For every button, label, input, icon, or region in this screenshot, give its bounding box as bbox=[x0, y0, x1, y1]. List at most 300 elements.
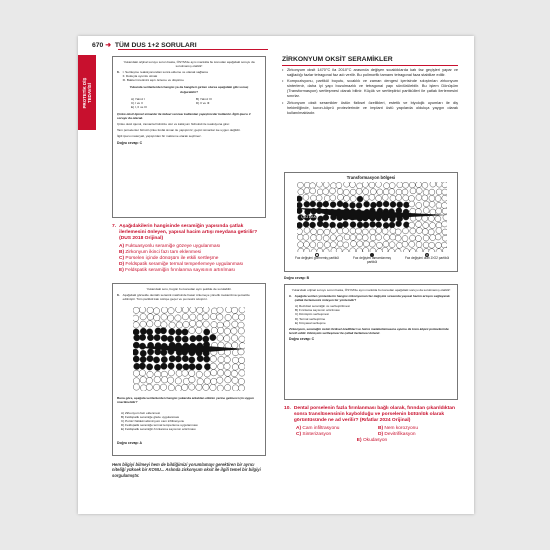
untransformed-particle bbox=[311, 195, 317, 201]
untransformed-particle bbox=[224, 328, 230, 334]
transformed-particle bbox=[161, 363, 167, 369]
untransformed-particle bbox=[350, 248, 356, 252]
untransformed-particle bbox=[139, 307, 145, 313]
untransformed-particle bbox=[350, 235, 356, 241]
untransformed-particle bbox=[389, 242, 395, 248]
untransformed-particle bbox=[155, 320, 161, 326]
answer-label: Doğru cevap: A bbox=[117, 441, 142, 445]
untransformed-particle bbox=[435, 234, 441, 240]
untransformed-particle bbox=[344, 234, 350, 240]
untransformed-particle bbox=[423, 235, 429, 241]
untransformed-particle bbox=[231, 307, 237, 313]
untransformed-particle bbox=[224, 363, 230, 369]
untransformed-particle bbox=[395, 229, 401, 235]
choice-c: C) Dönüşüm sertleşmesi bbox=[295, 312, 329, 317]
untransformed-particle bbox=[189, 327, 195, 333]
untransformed-particle bbox=[238, 385, 244, 391]
untransformed-particle bbox=[232, 385, 238, 391]
untransformed-particle bbox=[429, 201, 435, 207]
transformed-particle bbox=[161, 356, 167, 362]
untransformed-particle bbox=[239, 314, 245, 320]
transformed-particle bbox=[356, 202, 362, 208]
untransformed-particle bbox=[423, 249, 429, 253]
figure-box bbox=[284, 172, 458, 272]
untransformed-particle bbox=[430, 182, 436, 187]
legend-item: Faz değişimi olan ZrO2 partikül bbox=[403, 253, 451, 265]
untransformed-particle bbox=[357, 241, 363, 247]
option-a: A) Fuktuasyonlu seramiğe gözeye uygulanması bbox=[119, 244, 221, 249]
untransformed-particle bbox=[217, 335, 223, 341]
bullet-item: • Kompozisyonu, partikül boyutu, sıcaklık ve zaman dengesi içerisinde sıkıştırılan zirkonyum sinterlenir, daha iyi yapı bozulmazlık ve tetragonal yapı sürdürülebilir. Bu işlem Dönüşüm (Transformasyon) sertleşmesi olarak bilinir. Küçük ve sertleştirici partikülleri ile çatlak ilerlemesini sınırlar. bbox=[282, 78, 458, 98]
transformed-particle bbox=[133, 329, 139, 335]
untransformed-particle bbox=[350, 182, 356, 188]
untransformed-particle bbox=[416, 228, 422, 234]
untransformed-particle bbox=[197, 378, 203, 384]
untransformed-particle bbox=[362, 182, 368, 187]
untransformed-particle bbox=[196, 371, 202, 377]
answer-label: Doğru cevap: C bbox=[289, 336, 315, 341]
page-header bbox=[92, 41, 197, 49]
transformed-particle bbox=[189, 364, 195, 370]
untransformed-particle bbox=[140, 377, 146, 383]
untransformed-particle bbox=[337, 236, 343, 242]
untransformed-particle bbox=[337, 241, 343, 247]
transformed-particle bbox=[364, 201, 370, 207]
transformed-particle bbox=[390, 202, 396, 208]
untransformed-particle bbox=[416, 188, 422, 194]
untransformed-particle bbox=[363, 195, 369, 201]
untransformed-particle bbox=[442, 195, 447, 201]
untransformed-particle bbox=[298, 248, 304, 252]
untransformed-particle bbox=[211, 327, 217, 333]
untransformed-particle bbox=[382, 194, 388, 200]
side-tab-line1: PROTETİK DİŞ bbox=[82, 77, 87, 108]
untransformed-particle bbox=[363, 189, 369, 195]
choice-a: A) Rezidüel seramiğin ısı sertleştirilmesi bbox=[295, 304, 350, 309]
transformed-particle bbox=[403, 222, 409, 228]
legend-item: Faz değişimi görmemiş partikül bbox=[293, 253, 341, 265]
untransformed-particle bbox=[403, 182, 409, 188]
untransformed-particle bbox=[430, 235, 436, 241]
untransformed-particle bbox=[370, 189, 376, 195]
untransformed-particle bbox=[343, 242, 349, 248]
untransformed-particle bbox=[146, 377, 152, 383]
transformed-particle bbox=[357, 222, 363, 228]
transformed-particle bbox=[146, 329, 152, 335]
untransformed-particle bbox=[225, 370, 231, 376]
untransformed-particle bbox=[362, 235, 368, 241]
box-intro: Yukarıdaki orijinal soruyu sorun basta, ÖSYM'de aynı mantıkla bu konudan aşağıdaki soruyu da sorulmamış olabilir! bbox=[123, 60, 255, 69]
untransformed-particle bbox=[190, 307, 196, 313]
untransformed-particle bbox=[146, 384, 152, 390]
untransformed-particle bbox=[232, 357, 238, 363]
transformed-particle bbox=[323, 201, 329, 207]
untransformed-particle bbox=[436, 189, 442, 195]
untransformed-particle bbox=[423, 242, 429, 248]
untransformed-particle bbox=[167, 315, 173, 321]
untransformed-particle bbox=[133, 370, 139, 376]
untransformed-particle bbox=[133, 378, 139, 384]
transformed-particle bbox=[153, 357, 159, 363]
transformed-particle bbox=[139, 334, 145, 340]
transformed-particle bbox=[204, 329, 210, 335]
transformed-particle bbox=[317, 221, 323, 227]
untransformed-particle bbox=[133, 322, 139, 328]
untransformed-particle bbox=[204, 378, 210, 384]
untransformed-particle bbox=[357, 183, 363, 189]
untransformed-particle bbox=[224, 357, 230, 363]
transformed-particle bbox=[310, 201, 316, 207]
untransformed-particle bbox=[239, 370, 245, 376]
untransformed-particle bbox=[351, 241, 357, 247]
untransformed-particle bbox=[343, 249, 349, 252]
untransformed-particle bbox=[160, 384, 166, 390]
untransformed-particle bbox=[436, 228, 442, 234]
transformed-particle bbox=[204, 364, 210, 370]
option-c: C) Sinterizasyon bbox=[296, 431, 332, 437]
untransformed-particle bbox=[297, 234, 303, 240]
untransformed-particle bbox=[428, 216, 434, 222]
untransformed-particle bbox=[428, 229, 434, 235]
untransformed-particle bbox=[154, 376, 160, 382]
untransformed-particle bbox=[343, 228, 349, 234]
transformed-particle bbox=[370, 202, 376, 208]
untransformed-particle bbox=[362, 229, 368, 235]
untransformed-particle bbox=[397, 242, 403, 248]
untransformed-particle bbox=[395, 249, 401, 252]
untransformed-particle bbox=[210, 363, 216, 369]
section-divider bbox=[282, 65, 458, 66]
untransformed-particle bbox=[176, 322, 182, 328]
untransformed-particle bbox=[330, 242, 336, 248]
untransformed-particle bbox=[297, 182, 303, 188]
transformed-particle bbox=[297, 202, 302, 208]
untransformed-particle bbox=[422, 182, 428, 188]
box-intro: Yukarıdaki orijinal soruyu sorun basta, ÖSYM'de aynı mantıkla bu konudan aşağıdaki soruyu da sorulmamış olabilir! bbox=[291, 288, 451, 292]
note-paragraph-3: Tam porselenler birincil çinko fosfat siman ile yapıştırılır; geçici simanlar ise uygun değildir. bbox=[117, 128, 241, 133]
untransformed-particle bbox=[430, 223, 436, 229]
untransformed-particle bbox=[197, 307, 203, 313]
box-note: Zirkonyum, seramiğin üstün fiziksel özellikleri ve hücre metabolizmasına uyumu ile kron-köprü protezlerinde tercih edilir. Dönüşüm sertleşmesi ile çatlak ilerlemesi önlenir. bbox=[289, 326, 449, 335]
untransformed-particle bbox=[416, 202, 422, 208]
transformed-particle bbox=[140, 328, 146, 334]
untransformed-particle bbox=[363, 248, 369, 253]
untransformed-particle bbox=[140, 314, 146, 320]
left-top-box bbox=[112, 56, 266, 218]
untransformed-particle bbox=[396, 189, 402, 195]
untransformed-particle bbox=[383, 241, 389, 247]
untransformed-particle bbox=[231, 328, 237, 334]
untransformed-particle bbox=[423, 222, 429, 228]
statement-number: 8. bbox=[117, 293, 120, 298]
untransformed-particle bbox=[403, 195, 409, 201]
bullet-item: • Zirkonyum oksit 1470°C ila 2010°C arasında değişen sıcaklıklarda katı faz geçişleri yapar ve sağladığı fazlar tetragonal faz adı verilir. Bu polimorfik tamamı tetragonal faza stabilize edilir. bbox=[282, 67, 458, 77]
transformed-particle bbox=[147, 349, 153, 355]
question-number: 9. bbox=[289, 294, 292, 299]
transformed-particle bbox=[154, 334, 160, 340]
untransformed-particle bbox=[189, 376, 195, 382]
untransformed-particle bbox=[147, 371, 153, 377]
untransformed-particle bbox=[211, 322, 217, 328]
figure-legend bbox=[293, 253, 451, 265]
untransformed-particle bbox=[383, 189, 389, 195]
untransformed-particle bbox=[153, 384, 159, 390]
untransformed-particle bbox=[311, 235, 317, 241]
question-10 bbox=[284, 406, 460, 444]
statement-number: 8. bbox=[117, 70, 120, 75]
transformed-particle bbox=[337, 222, 343, 228]
untransformed-particle bbox=[442, 203, 448, 209]
untransformed-particle bbox=[218, 327, 224, 333]
untransformed-particle bbox=[139, 370, 145, 376]
untransformed-particle bbox=[196, 327, 202, 333]
untransformed-particle bbox=[232, 314, 238, 320]
untransformed-particle bbox=[409, 201, 415, 207]
transformed-particle bbox=[168, 363, 174, 369]
untransformed-particle bbox=[218, 356, 224, 362]
transformed-particle bbox=[304, 201, 310, 207]
choice-b: B) Feldspatik seramiğe glaze uygulanması bbox=[121, 415, 180, 420]
untransformed-particle bbox=[153, 308, 159, 314]
box-question: Yukarıda verilenlerden hangisi ya da hangileri gırılan olursa aşağıdaki gibi sonuç doğurabilir? bbox=[129, 85, 249, 94]
choice-list bbox=[121, 411, 267, 431]
options-grid bbox=[284, 426, 460, 438]
untransformed-particle bbox=[176, 307, 182, 313]
untransformed-particle bbox=[423, 201, 429, 207]
transformed-particle bbox=[147, 355, 153, 361]
option-e: E) Feldspatik seramiğin fırınlanma sayısının artırılması bbox=[119, 267, 235, 273]
transformed-particle bbox=[330, 202, 336, 208]
untransformed-particle bbox=[376, 234, 382, 240]
untransformed-particle bbox=[224, 385, 230, 391]
untransformed-particle bbox=[168, 308, 174, 314]
untransformed-particle bbox=[402, 236, 408, 242]
untransformed-particle bbox=[436, 182, 442, 187]
untransformed-particle bbox=[211, 370, 217, 376]
transformed-particle bbox=[176, 329, 182, 335]
crack-diagram-left bbox=[133, 307, 245, 391]
choice-a: A) Yalnız I bbox=[131, 96, 145, 101]
untransformed-particle bbox=[396, 195, 402, 201]
untransformed-particle bbox=[298, 242, 304, 248]
untransformed-particle bbox=[169, 322, 175, 328]
untransformed-particle bbox=[377, 249, 383, 253]
transformed-particle bbox=[146, 364, 152, 370]
untransformed-particle bbox=[311, 249, 317, 252]
statement-2: II. Dokuyla uyumlu olmak bbox=[122, 74, 158, 79]
untransformed-particle bbox=[330, 235, 336, 241]
untransformed-particle bbox=[403, 228, 409, 234]
untransformed-particle bbox=[310, 188, 316, 194]
untransformed-particle bbox=[323, 235, 329, 241]
transformed-particle bbox=[167, 336, 173, 342]
untransformed-particle bbox=[376, 182, 382, 187]
untransformed-particle bbox=[384, 183, 390, 189]
untransformed-particle bbox=[402, 241, 408, 247]
choice-a: A) Zirkonyum fazı eklenmesi bbox=[121, 411, 161, 415]
untransformed-particle bbox=[175, 315, 181, 321]
untransformed-particle bbox=[376, 242, 382, 248]
untransformed-particle bbox=[331, 227, 337, 233]
untransformed-particle bbox=[161, 307, 167, 313]
untransformed-particle bbox=[403, 249, 409, 252]
note-paragraph-2: Çinko oksit öjenol, zamanla hidrolize olur ve kalsiyum hidroksit ile reaksiyona girer. bbox=[117, 122, 230, 127]
untransformed-particle bbox=[231, 370, 237, 376]
transformed-particle bbox=[323, 215, 329, 221]
choice-list bbox=[289, 304, 453, 324]
crack-label: ÇATLAK bbox=[301, 214, 317, 219]
right-question-box bbox=[284, 284, 458, 400]
untransformed-particle bbox=[416, 242, 422, 248]
choice-e: E) Feldspatik seramiğin fırınlanma sayısının artırılması bbox=[121, 427, 196, 432]
transformed-particle bbox=[350, 222, 356, 228]
untransformed-particle bbox=[382, 247, 388, 252]
untransformed-particle bbox=[416, 182, 422, 188]
option-e: E) Okudasyon bbox=[356, 437, 388, 443]
untransformed-particle bbox=[389, 189, 395, 195]
transformed-particle bbox=[176, 364, 182, 370]
bottom-commentary: Hem bilgiyi bilmeyi hem de bildiğimizi yorumlamayı gerektiren bir ayrıcı niteliği yüksek bir KONU... Aslında zirkonyum oksit ile ilgili temel bir bilgiyi sorgulamıştır. bbox=[112, 462, 261, 478]
transformed-particle bbox=[154, 364, 160, 370]
untransformed-particle bbox=[384, 234, 390, 240]
transformed-particle bbox=[196, 335, 202, 341]
untransformed-particle bbox=[238, 322, 244, 328]
untransformed-particle bbox=[217, 377, 223, 383]
statement-3: III. Bakteri üretimini aşırı önleme ve düşürme bbox=[122, 78, 184, 83]
transformed-particle bbox=[330, 222, 336, 228]
note-paragraph-1: Çinko oksit öjenol simanlar ile tedavi sonrası kullanılan yapıştırıcılar kullanılır. İlgili ipucu 3 soruyu da olacak. bbox=[117, 111, 251, 121]
untransformed-particle bbox=[203, 384, 209, 390]
left-bottom-box bbox=[112, 283, 266, 456]
untransformed-particle bbox=[304, 248, 310, 252]
untransformed-particle bbox=[225, 377, 231, 383]
untransformed-particle bbox=[324, 229, 330, 235]
untransformed-particle bbox=[331, 183, 337, 189]
untransformed-particle bbox=[183, 321, 189, 327]
side-tab bbox=[78, 55, 96, 130]
untransformed-particle bbox=[442, 208, 447, 214]
transformed-particle bbox=[363, 222, 369, 228]
untransformed-particle bbox=[232, 342, 238, 348]
untransformed-particle bbox=[303, 234, 309, 240]
transformed-particle bbox=[196, 364, 202, 370]
untransformed-particle bbox=[422, 215, 428, 221]
transformed-particle bbox=[317, 202, 323, 208]
transformed-particle bbox=[389, 222, 395, 228]
option-b: B) Nem korozyonu bbox=[378, 426, 418, 431]
untransformed-particle bbox=[323, 182, 329, 188]
choice-d: D) Feldspatik seramiğe termal temperleme uygulanması bbox=[121, 423, 198, 428]
untransformed-particle bbox=[409, 241, 415, 247]
untransformed-particle bbox=[363, 241, 369, 247]
question-number: 7. bbox=[112, 224, 117, 229]
untransformed-particle bbox=[389, 183, 395, 189]
transformed-particle bbox=[310, 222, 316, 228]
untransformed-particle bbox=[369, 241, 375, 247]
box-intro: Yukarıdaki soru, bugün bu konudan aynı şekilde de sorulabilir. bbox=[146, 287, 232, 291]
transformed-particle bbox=[204, 356, 210, 362]
untransformed-particle bbox=[344, 182, 350, 187]
untransformed-particle bbox=[189, 384, 195, 390]
choice-d: D) Termal sertleştirme bbox=[295, 316, 326, 321]
untransformed-particle bbox=[176, 370, 182, 376]
option-b: B) Zirkonyum ikinci fazı tam eklenmesi bbox=[119, 249, 202, 255]
untransformed-particle bbox=[303, 194, 309, 200]
untransformed-particle bbox=[238, 357, 244, 363]
untransformed-particle bbox=[356, 228, 362, 234]
untransformed-particle bbox=[154, 315, 160, 321]
untransformed-particle bbox=[443, 248, 447, 253]
untransformed-particle bbox=[189, 320, 195, 326]
untransformed-particle bbox=[133, 384, 139, 390]
untransformed-particle bbox=[167, 377, 173, 383]
transformed-particle bbox=[342, 221, 348, 227]
untransformed-particle bbox=[390, 228, 396, 234]
untransformed-particle bbox=[147, 321, 153, 327]
answer-label: Doğru cevap: C bbox=[117, 141, 143, 146]
untransformed-particle bbox=[232, 364, 238, 370]
untransformed-particle bbox=[435, 216, 441, 222]
section-heading: ZİRKONYUM OKSİT SERAMİKLER bbox=[282, 56, 393, 63]
untransformed-particle bbox=[395, 235, 401, 241]
transformed-particle bbox=[139, 363, 145, 369]
untransformed-particle bbox=[317, 248, 323, 252]
untransformed-particle bbox=[442, 182, 447, 188]
untransformed-particle bbox=[217, 307, 223, 313]
untransformed-particle bbox=[415, 236, 421, 242]
transformed-particle bbox=[350, 202, 356, 208]
question-number: 10. bbox=[284, 406, 291, 411]
untransformed-particle bbox=[350, 196, 356, 202]
untransformed-particle bbox=[409, 195, 415, 201]
untransformed-particle bbox=[442, 235, 447, 241]
untransformed-particle bbox=[175, 378, 181, 384]
untransformed-particle bbox=[161, 314, 167, 320]
untransformed-particle bbox=[409, 222, 415, 228]
untransformed-particle bbox=[330, 195, 336, 201]
untransformed-particle bbox=[168, 385, 174, 391]
transformed-particle bbox=[189, 357, 195, 363]
untransformed-particle bbox=[422, 229, 428, 235]
statement-text: Aşağıdaki görselde dentallı seramik matrisinde hasar önlemeye yönelik mekanizma şematize edilmiştir. Tüm partikül katı sürüşe geçer ve çevresini sıkıştırır. bbox=[122, 293, 250, 302]
untransformed-particle bbox=[323, 249, 329, 252]
page-title: TÜM DUS 1+2 SORULARI bbox=[114, 42, 197, 49]
untransformed-particle bbox=[161, 322, 167, 328]
untransformed-particle bbox=[429, 242, 435, 248]
untransformed-particle bbox=[370, 229, 376, 235]
transformed-particle bbox=[397, 202, 403, 208]
untransformed-particle bbox=[304, 188, 310, 194]
untransformed-particle bbox=[190, 314, 196, 320]
choice-b: B) Yalnız III bbox=[196, 96, 212, 101]
note-paragraph-4: İlgili ipucu materyali, yapıştırılan bir malzeme olarak seçilmez. bbox=[117, 134, 202, 139]
untransformed-particle bbox=[435, 196, 441, 202]
untransformed-particle bbox=[330, 188, 336, 194]
transformed-particle bbox=[182, 329, 188, 335]
untransformed-particle bbox=[210, 356, 216, 362]
untransformed-particle bbox=[343, 189, 349, 195]
box-question: Buna göre, aşağıda verilenlerden hangisi yukarıda anlatılan etkinin yerine gelmesi için uygun önerilmelidir? bbox=[117, 396, 254, 405]
untransformed-particle bbox=[238, 378, 244, 384]
untransformed-particle bbox=[203, 307, 209, 313]
transformed-particle bbox=[357, 196, 363, 202]
transformed-particle bbox=[376, 222, 382, 228]
untransformed-particle bbox=[303, 241, 309, 247]
choice-c: C) Porsiz hâldeki alüminyum cam infiltrasyonu bbox=[121, 419, 185, 424]
untransformed-particle bbox=[336, 182, 342, 188]
option-d: D) Feldspatik seramiğe termal temperlemeye uygulanması bbox=[119, 261, 244, 267]
untransformed-particle bbox=[197, 314, 203, 320]
